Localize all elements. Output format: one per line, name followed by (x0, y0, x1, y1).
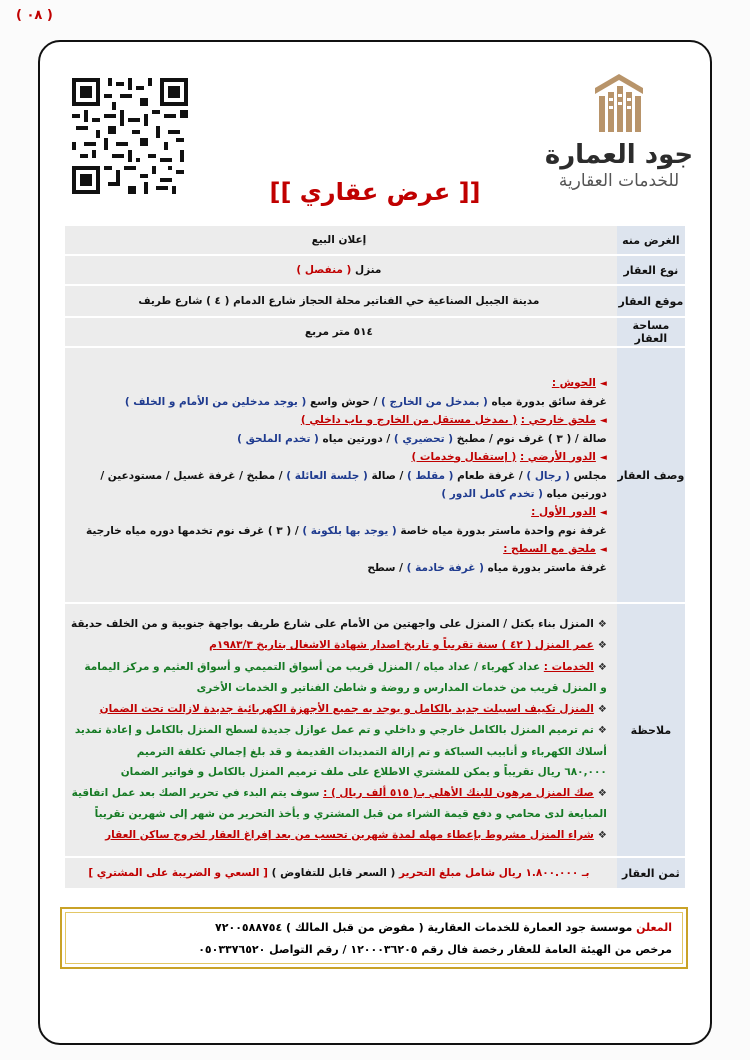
advertiser-box (60, 907, 688, 969)
row-description (65, 348, 685, 602)
annex-text-c: / دورتين مياه (322, 432, 391, 445)
value-price (65, 858, 617, 888)
yard-text-a: غرفة سائق بدورة مياه (491, 395, 607, 408)
note-2-text: عمر المنزل ( ٤٢ ) سنة تقريباً و تاريخ اصدار شهادة الاشغال بتاريخ ١٩٨٣/٣م (209, 639, 594, 652)
note-5 (71, 720, 607, 742)
qr-code (72, 78, 188, 194)
bullet-icon: ❖ (597, 829, 607, 841)
bullet-icon: ❖ (597, 787, 607, 799)
row-purpose (65, 226, 685, 254)
ground-text-d: ( مقلط ) (406, 469, 454, 482)
note-5b: أسلاك الكهرباء و أنابيب السباكة و تم إزالة التمديدات القديمة و قد بلغ إجمالي تكلفة الترميم (136, 745, 607, 758)
note-5c: ٦٨٠,٠٠٠ ريال تقريباً و يمكن للمشتري الاطلاع على ملف ترميم المنزل بالكامل و فواتير الضمان (120, 766, 607, 779)
roof-heading-line (71, 540, 607, 559)
first-heading-line (71, 503, 607, 522)
row-notes (65, 604, 685, 856)
advertiser-label: المعلن (636, 921, 672, 934)
note-3-text: عداد كهرباء / عداد مياه / المنزل قريب من أسواق التميمي و أسواق العثيم و مركز اليمامة (84, 660, 541, 673)
note-6-heading: صك المنزل مرهون للبنك الأهلي بـ( ٥١٥ ألف ريال ) : (323, 786, 594, 799)
yard-heading-line (71, 374, 607, 393)
note-2 (71, 635, 607, 657)
row-location (65, 286, 685, 316)
bullet-icon: ❖ (597, 640, 607, 652)
annex-heading: ملحق خارجي : (520, 413, 596, 426)
page-number: ( ٠٨ ) (16, 8, 53, 23)
annex-heading-note: ( بمدخل مستقل من الخارج و باب داخلي ) (300, 413, 518, 426)
value-purpose: إعلان البيع (65, 226, 617, 254)
ground2-text-b: ( تخدم كامل الدور ) (441, 487, 543, 500)
ground-text-e: / صالة (371, 469, 404, 482)
arrow-icon: ◄ (599, 378, 607, 389)
ground-text-g: / مطبخ / غرفة غسيل / مستودعين / (100, 469, 283, 482)
note-3 (71, 657, 607, 679)
row-type (65, 256, 685, 284)
price-amount: بـ ١.٨٠٠.٠٠٠ ريال شامل مبلغ التحرير (398, 867, 590, 879)
note-7 (71, 825, 607, 847)
advertiser-line (72, 917, 672, 939)
note-6-text-a: سوف يتم البدء في تحرير الصك بعد عمل اتفاقية (71, 786, 320, 799)
roof-text-c: / سطح (367, 561, 403, 574)
advertiser-text: موسسة جود العمارة للخدمات العقارية ( مفوض من قبل المالك ) ٧٢٠٠٥٨٨٧٥٤ (215, 921, 633, 934)
note-4 (71, 699, 607, 721)
page-title: [[ عرض عقاري ]] (269, 178, 481, 206)
annex-text-b: ( تحضيري ) (393, 432, 454, 445)
arrow-icon: ◄ (599, 544, 607, 555)
license-line: مرخص من الهيئة العامة للعقار رخصة فال رقم ١٢٠٠٠٣٦٢٠٥ / رقم التواصل ٠٥٠٣٣٧٦٥٢٠ (198, 943, 672, 956)
building-logo-icon (591, 72, 647, 134)
label-location: موقع العقار (617, 286, 685, 316)
bullet-icon: ❖ (597, 618, 607, 630)
type-detail: ( منفصل ) (296, 264, 352, 276)
note-3b: و المنزل قريب من خدمات المدارس و روضة و شاطئ الفناتير و الخدمات الأخرى (196, 682, 607, 695)
ground-text-a: مجلس (573, 469, 607, 482)
label-type: نوع العقار (617, 256, 685, 284)
label-description: وصف العقار (617, 348, 685, 602)
label-price: ثمن العقار (617, 858, 685, 888)
brand-name: جود العمارة (544, 140, 694, 170)
annex-line (71, 430, 607, 448)
roof-line (71, 559, 607, 577)
ground-line (71, 467, 607, 485)
value-location: مدينة الجبيل الصناعية حي الفناتير محلة الحجاز شارع الدمام ( ٤ ) شارع طريف (65, 286, 617, 316)
note-4-text: المنزل تكييف اسبيلت جديد بالكامل و يوجد به جميع الأجهزة الكهربائية جديدة لازالت تحت الضمان (99, 702, 594, 715)
ground-text-f: ( جلسة العائلة ) (286, 469, 368, 482)
label-purpose: الغرض منه (617, 226, 685, 254)
first-line (71, 522, 607, 540)
arrow-icon: ◄ (599, 507, 607, 518)
annex-text-d: ( تخدم الملحق ) (237, 432, 319, 445)
ground-heading: الدور الأرضي : (519, 450, 596, 463)
label-notes: ملاحظة (617, 604, 685, 856)
annex-text-a: صالة / ( ٣ ) غرف نوم / مطبخ (456, 432, 607, 445)
arrow-icon: ◄ (599, 452, 607, 463)
ground-heading-note: ( إستقبال وخدمات ) (411, 450, 517, 463)
bullet-icon: ❖ (597, 661, 607, 673)
ground2-text-a: دورتين مياه (546, 487, 607, 500)
roof-text-a: غرفة ماستر بدورة مياه (487, 561, 607, 574)
note-5-text-a: تم ترميم المنزل بالكامل خارجي و داخلي و تم عمل عوازل جديدة لسطح المنزل بالكامل و إعادة تمديد (74, 724, 594, 737)
ground-text-b: ( رجال ) (526, 469, 570, 482)
roof-heading: ملحق مع السطح : (503, 542, 596, 555)
note-1 (71, 614, 607, 636)
ground-text-c: / غرفة طعام (457, 469, 523, 482)
price-fees: [ السعي و الضريبة على المشتري ] (88, 867, 268, 879)
note-6 (71, 783, 607, 805)
ground-heading-line (71, 448, 607, 467)
note-7-text: شراء المنزل مشروط بإعطاء مهله لمدة شهرين تحسب من بعد إفراغ العقار لخروج ساكن العقار (105, 828, 594, 841)
label-area: مساحة العقار (617, 318, 685, 346)
first-text-c: / ( ٣ ) غرف نوم تخدمها دوره مياه خارجية (85, 524, 299, 537)
annex-heading-line (71, 411, 607, 430)
first-floor-heading: الدور الأول : (531, 505, 596, 518)
note-1-text: المنزل بناء بكتل / المنزل على واجهتين من الأمام على شارع طريف بواجهة جنوبية و من الخلف حديقة (71, 617, 594, 630)
ground-line-2 (71, 485, 607, 503)
row-price (65, 858, 685, 888)
yard-text-d: ( يوجد مدخلين من الأمام و الخلف ) (124, 395, 307, 408)
bullet-icon: ❖ (597, 725, 607, 737)
value-area: ٥١٤ متر مربع (65, 318, 617, 346)
bullet-icon: ❖ (597, 703, 607, 715)
listing-table (65, 224, 685, 890)
roof-text-b: ( غرفة خادمة ) (406, 561, 484, 574)
first-text-b: ( يوجد بها بلكونة ) (302, 524, 397, 537)
type-main: منزل (355, 264, 382, 276)
row-area (65, 318, 685, 346)
value-description (65, 348, 617, 602)
first-text-a: غرفة نوم واحدة ماستر بدورة مياه خاصة (400, 524, 607, 537)
yard-text-c: / حوش واسع (309, 395, 378, 408)
note-3-heading: الخدمات : (543, 660, 594, 673)
yard-heading: الحوش : (551, 376, 596, 389)
note-6b: المبايعة لدى محامي و دفع قيمة الشراء من قبل المشتري و يأخذ التحرير من شهر إلى شهرين تقريباً (94, 808, 607, 821)
value-notes (65, 604, 617, 856)
yard-text-b: ( بمدخل من الخارج ) (381, 395, 488, 408)
brand-subtitle: للخدمات العقارية (558, 171, 680, 191)
price-negotiable: ( السعر قابل للتفاوض ) (271, 867, 396, 879)
yard-line (71, 393, 607, 411)
value-type (65, 256, 617, 284)
arrow-icon: ◄ (599, 415, 607, 426)
